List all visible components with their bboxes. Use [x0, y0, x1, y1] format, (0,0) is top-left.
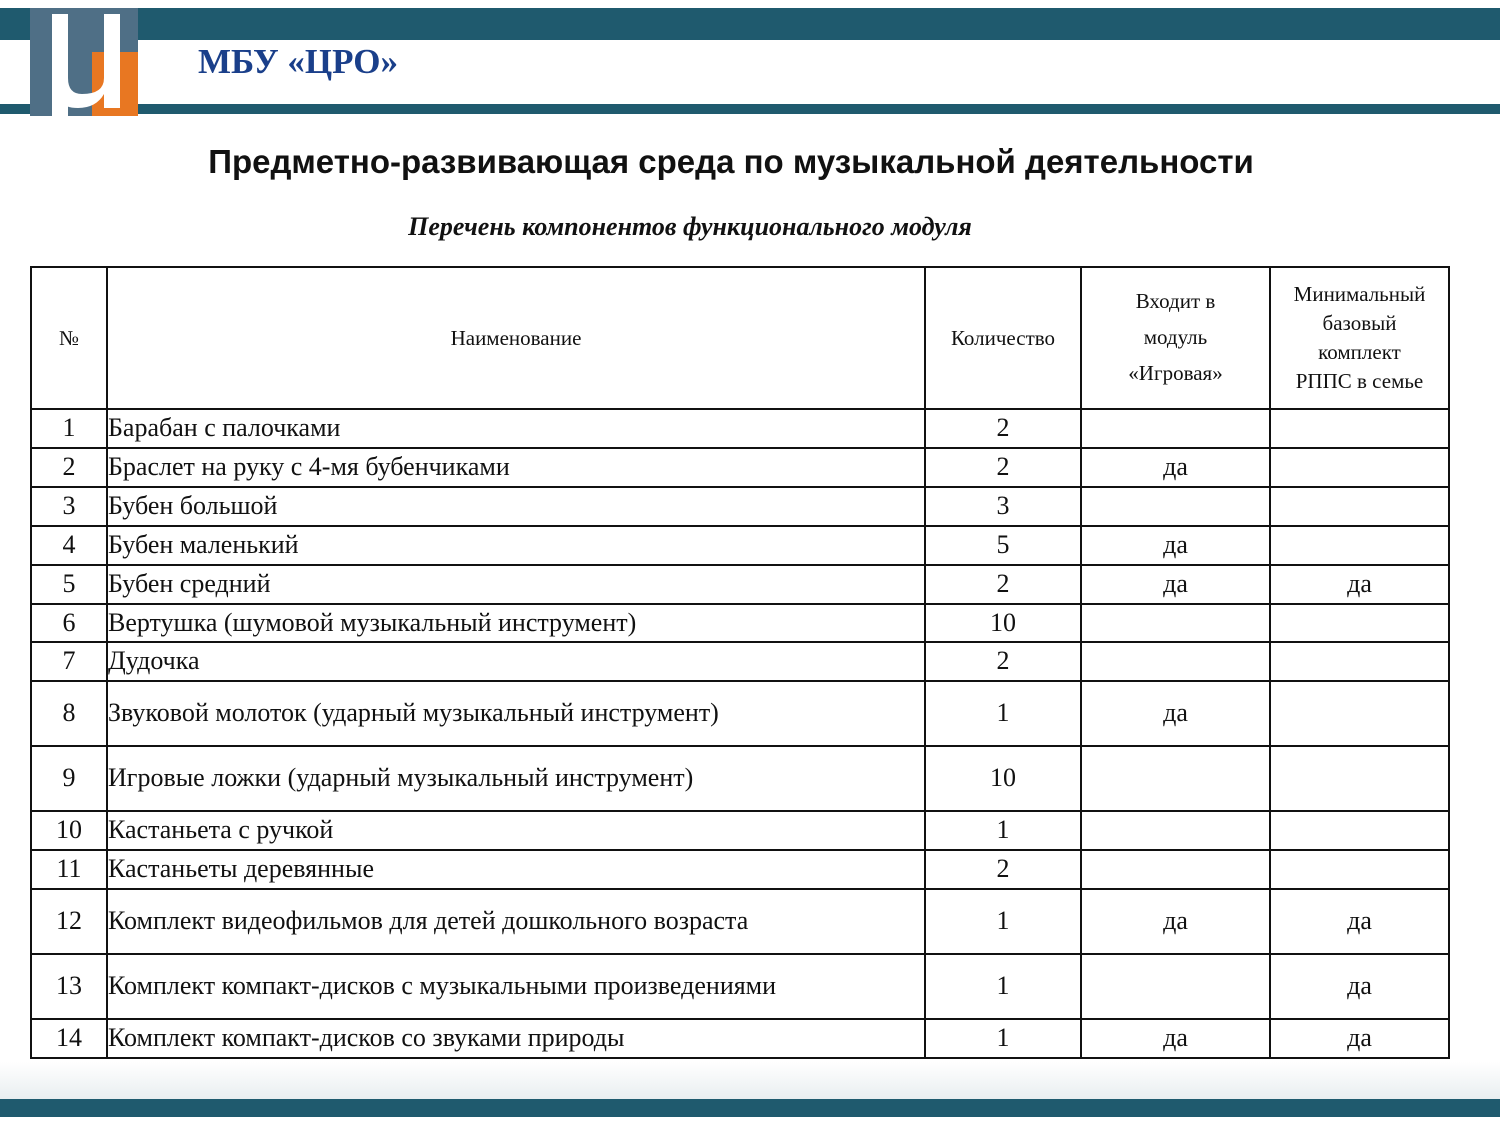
cell-num: 12	[31, 889, 107, 954]
cell-in-module	[1081, 604, 1270, 643]
cell-in-module	[1081, 954, 1270, 1019]
cell-in-module	[1081, 642, 1270, 681]
table-row	[31, 526, 1449, 565]
header-qty: Количество	[925, 267, 1081, 409]
cell-num: 13	[31, 954, 107, 1019]
table-row	[31, 681, 1449, 746]
cell-num: 2	[31, 448, 107, 487]
cell-qty: 2	[925, 448, 1081, 487]
cell-min-kit: да	[1270, 1019, 1449, 1058]
cell-min-kit	[1270, 487, 1449, 526]
header-in-module-line: модуль	[1143, 325, 1208, 350]
table-row	[31, 746, 1449, 811]
cell-min-kit	[1270, 448, 1449, 487]
cell-num: 4	[31, 526, 107, 565]
table-row	[31, 1019, 1449, 1058]
header-min-kit-line: базовый	[1322, 311, 1397, 336]
cell-name: Комплект видеофильмов для детей дошкольного возраста	[107, 889, 925, 954]
cell-in-module	[1081, 409, 1270, 448]
table-row	[31, 604, 1449, 643]
cell-min-kit	[1270, 811, 1449, 850]
cell-in-module: да	[1081, 565, 1270, 604]
cell-name: Браслет на руку с 4-мя бубенчиками	[107, 448, 925, 487]
cell-min-kit	[1270, 604, 1449, 643]
cell-min-kit: да	[1270, 954, 1449, 1019]
table-row	[31, 565, 1449, 604]
cell-in-module: да	[1081, 526, 1270, 565]
cell-min-kit: да	[1270, 565, 1449, 604]
cell-qty: 10	[925, 604, 1081, 643]
cell-num: 8	[31, 681, 107, 746]
cell-qty: 3	[925, 487, 1081, 526]
header-in-module	[1081, 267, 1270, 409]
bottom-band	[0, 1099, 1500, 1117]
cell-qty: 1	[925, 954, 1081, 1019]
cell-name: Бубен маленький	[107, 526, 925, 565]
cell-num: 6	[31, 604, 107, 643]
header-min-kit-line: комплект	[1318, 340, 1401, 364]
table-row	[31, 889, 1449, 954]
cell-in-module	[1081, 811, 1270, 850]
cell-min-kit	[1270, 850, 1449, 889]
cell-name: Дудочка	[107, 642, 925, 681]
table-header-row	[31, 267, 1449, 409]
header-name: Наименование	[107, 267, 925, 409]
cell-qty: 5	[925, 526, 1081, 565]
table-row	[31, 409, 1449, 448]
cell-in-module: да	[1081, 681, 1270, 746]
cell-min-kit	[1270, 526, 1449, 565]
cell-name: Кастаньета с ручкой	[107, 811, 925, 850]
cell-name: Кастаньеты деревянные	[107, 850, 925, 889]
cell-in-module: да	[1081, 448, 1270, 487]
header-min-kit-line: Минимальный	[1293, 282, 1426, 307]
cell-num: 9	[31, 746, 107, 811]
table-row	[31, 642, 1449, 681]
components-table	[30, 266, 1450, 1059]
cell-qty: 1	[925, 681, 1081, 746]
cell-qty: 1	[925, 889, 1081, 954]
header-in-module-line: Входит в	[1135, 289, 1216, 314]
cell-name: Бубен большой	[107, 487, 925, 526]
org-title: МБУ «ЦРО»	[198, 42, 399, 81]
cell-name: Звуковой молоток (ударный музыкальный инструмент)	[107, 681, 925, 746]
table-row	[31, 448, 1449, 487]
cell-in-module	[1081, 746, 1270, 811]
cell-name: Комплект компакт-дисков с музыкальными произведениями	[107, 954, 925, 1019]
header-min-kit	[1270, 267, 1449, 409]
cell-num: 1	[31, 409, 107, 448]
table-row	[31, 487, 1449, 526]
header-divider-band	[0, 104, 1500, 114]
header-num: №	[31, 267, 107, 409]
cell-num: 7	[31, 642, 107, 681]
cell-qty: 2	[925, 642, 1081, 681]
table-row	[31, 850, 1449, 889]
cell-qty: 1	[925, 811, 1081, 850]
cell-in-module: да	[1081, 1019, 1270, 1058]
cell-qty: 10	[925, 746, 1081, 811]
mu-logo-icon	[30, 8, 138, 116]
cell-in-module	[1081, 850, 1270, 889]
cell-min-kit	[1270, 409, 1449, 448]
cell-min-kit: да	[1270, 889, 1449, 954]
bottom-shade	[0, 1062, 1500, 1099]
cell-num: 11	[31, 850, 107, 889]
cell-min-kit	[1270, 746, 1449, 811]
cell-name: Игровые ложки (ударный музыкальный инструмент)	[107, 746, 925, 811]
page-title: Предметно-развивающая среда по музыкальной деятельности	[208, 143, 1254, 180]
cell-num: 14	[31, 1019, 107, 1058]
cell-qty: 2	[925, 409, 1081, 448]
cell-name: Вертушка (шумовой музыкальный инструмент)	[107, 604, 925, 643]
header-in-module-line: «Игровая»	[1128, 360, 1223, 385]
cell-qty: 2	[925, 565, 1081, 604]
page-subtitle: Перечень компонентов функционального модуля	[408, 212, 972, 241]
cell-name: Комплект компакт-дисков со звуками природы	[107, 1019, 925, 1058]
cell-qty: 2	[925, 850, 1081, 889]
cell-qty: 1	[925, 1019, 1081, 1058]
cell-min-kit	[1270, 681, 1449, 746]
cell-num: 5	[31, 565, 107, 604]
header-min-kit-line: РППС в семье	[1295, 368, 1424, 393]
cell-num: 3	[31, 487, 107, 526]
cell-name: Барабан с палочками	[107, 409, 925, 448]
top-band	[0, 8, 1500, 40]
cell-name: Бубен средний	[107, 565, 925, 604]
cell-min-kit	[1270, 642, 1449, 681]
cell-num: 10	[31, 811, 107, 850]
table-row	[31, 811, 1449, 850]
table-row	[31, 954, 1449, 1019]
cell-in-module: да	[1081, 889, 1270, 954]
cell-in-module	[1081, 487, 1270, 526]
